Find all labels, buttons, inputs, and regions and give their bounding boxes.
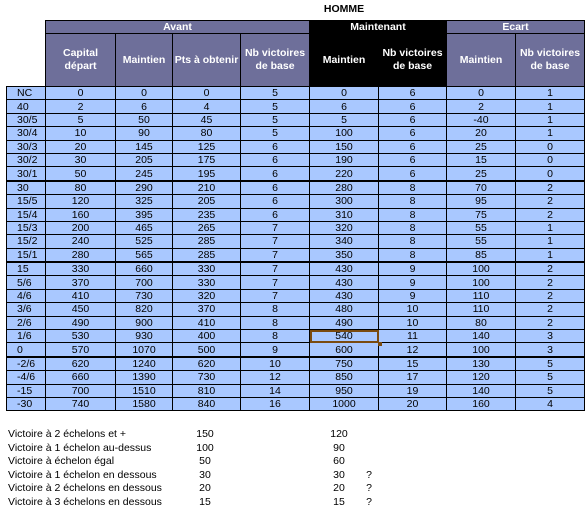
table-cell[interactable]: 220 <box>310 167 379 181</box>
table-cell[interactable]: 8 <box>241 330 310 343</box>
note-avant-cell: 150 <box>196 428 214 440</box>
rank-label-cell[interactable]: -30 <box>7 397 46 410</box>
table-row <box>7 330 585 343</box>
table-cell[interactable]: 50 <box>46 167 116 181</box>
table-cell[interactable]: 9 <box>241 343 310 357</box>
note-row <box>8 469 384 483</box>
table-cell[interactable]: 930 <box>116 330 173 343</box>
table-cell[interactable]: 200 <box>46 221 116 234</box>
table-row <box>7 303 585 316</box>
table-cell[interactable]: 7 <box>241 262 310 276</box>
table-cell[interactable]: 3 <box>516 330 585 343</box>
note-spacer <box>220 469 324 483</box>
rank-label-cell[interactable]: 15/1 <box>7 248 46 262</box>
table-row <box>7 195 585 208</box>
table-row <box>7 221 585 234</box>
table-cell[interactable]: 350 <box>310 248 379 262</box>
rank-label-cell[interactable]: 2/6 <box>7 316 46 329</box>
table-cell[interactable]: 285 <box>173 235 241 248</box>
table-cell[interactable]: 15 <box>447 153 516 166</box>
table-cell[interactable]: 2 <box>516 316 585 329</box>
table-row <box>7 208 585 221</box>
table-cell[interactable]: 4 <box>173 100 241 113</box>
note-avant-cell: 100 <box>196 441 214 454</box>
table-cell[interactable]: 80 <box>46 181 116 195</box>
table-row <box>7 153 585 166</box>
table-row <box>7 167 585 181</box>
rank-label-cell[interactable]: 15/2 <box>7 235 46 248</box>
table-row <box>7 248 585 262</box>
table-row <box>7 87 585 100</box>
table-cell[interactable]: 7 <box>241 221 310 234</box>
note-row <box>8 482 384 496</box>
note-row <box>8 496 384 510</box>
table-cell[interactable]: 0 <box>516 153 585 166</box>
rank-label-cell[interactable]: NC <box>7 87 46 100</box>
rank-label-cell[interactable]: 40 <box>7 100 46 113</box>
rank-label-cell[interactable]: 15/4 <box>7 208 46 221</box>
table-cell[interactable]: 570 <box>46 343 116 357</box>
table-cell[interactable]: 6 <box>379 127 447 140</box>
table-row <box>7 235 585 248</box>
table-cell[interactable]: 320 <box>310 221 379 234</box>
table-cell[interactable]: 14 <box>241 384 310 397</box>
note-row <box>8 428 384 442</box>
table-cell[interactable]: 6 <box>379 100 447 113</box>
table-cell[interactable]: 95 <box>447 195 516 208</box>
table-cell[interactable]: 1240 <box>116 357 173 371</box>
table-cell[interactable]: 620 <box>173 357 241 371</box>
note-maintenant-cell: 60 <box>333 455 345 468</box>
table-cell[interactable]: 55 <box>447 221 516 234</box>
table-cell[interactable]: 110 <box>447 289 516 302</box>
page-title: HOMME <box>323 3 365 15</box>
table-row <box>7 289 585 302</box>
group-header-ecart: Ecart <box>447 21 585 34</box>
table-row <box>7 262 585 276</box>
table-cell[interactable]: 75 <box>447 208 516 221</box>
table-cell[interactable]: 100 <box>310 127 379 140</box>
table-cell[interactable]: 7 <box>241 289 310 302</box>
table-cell[interactable]: 2 <box>516 289 585 302</box>
table-cell[interactable]: 320 <box>173 289 241 302</box>
table-cell[interactable]: 1 <box>516 127 585 140</box>
table-row <box>7 316 585 329</box>
table-cell[interactable]: 280 <box>46 248 116 262</box>
column-header: Nb victoires de base <box>379 34 447 87</box>
table-cell[interactable]: 950 <box>310 384 379 397</box>
rank-label-cell[interactable]: 30 <box>7 181 46 195</box>
table-cell[interactable]: 20 <box>447 127 516 140</box>
table-cell[interactable]: 730 <box>173 371 241 384</box>
note-spacer <box>220 442 324 456</box>
table-cell[interactable]: 1 <box>516 221 585 234</box>
corner-cell <box>7 21 46 34</box>
note-mark-cell: ? <box>366 468 372 481</box>
table-cell[interactable]: 90 <box>116 127 173 140</box>
table-cell[interactable]: 150 <box>310 140 379 153</box>
table-cell[interactable]: 8 <box>379 248 447 262</box>
table-cell[interactable]: 330 <box>173 262 241 276</box>
rank-label-cell[interactable]: 15/5 <box>7 195 46 208</box>
note-row <box>8 455 384 469</box>
table-cell[interactable]: 0 <box>447 87 516 100</box>
table-row <box>7 140 585 153</box>
note-maintenant-cell: 20 <box>333 482 345 495</box>
table-cell[interactable]: 205 <box>173 195 241 208</box>
rank-label-cell[interactable]: 30/1 <box>7 167 46 181</box>
table-cell[interactable]: -40 <box>447 113 516 126</box>
table-cell[interactable]: 9 <box>379 262 447 276</box>
table-cell[interactable]: 325 <box>116 195 173 208</box>
table-cell[interactable]: 130 <box>447 357 516 371</box>
column-header: Nb victoires de base <box>516 34 585 87</box>
selection-fill-handle[interactable] <box>378 342 382 346</box>
note-label-cell: Victoire à 1 échelon en dessous <box>8 468 157 481</box>
table-cell[interactable]: 1000 <box>310 397 379 410</box>
note-label-cell: Victoire à 1 échelon au-dessus <box>8 441 152 454</box>
column-header: Maintien <box>310 34 379 87</box>
note-row <box>8 442 384 456</box>
rank-label-cell[interactable]: -4/6 <box>7 371 46 384</box>
table-cell[interactable]: 810 <box>173 384 241 397</box>
table-cell[interactable]: 1 <box>516 113 585 126</box>
note-maintenant-cell: 120 <box>330 428 348 440</box>
table-cell[interactable]: 620 <box>46 357 116 371</box>
table-cell[interactable]: 3 <box>516 343 585 357</box>
table-cell[interactable]: 195 <box>173 167 241 181</box>
table-cell[interactable]: 6 <box>379 113 447 126</box>
table-cell[interactable]: 25 <box>447 167 516 181</box>
column-header: Nb victoires de base <box>241 34 310 87</box>
table-cell[interactable]: 6 <box>379 153 447 166</box>
table-cell[interactable]: 9 <box>379 289 447 302</box>
table-cell[interactable]: 100 <box>447 262 516 276</box>
note-avant-cell: 20 <box>199 482 211 495</box>
table-cell[interactable]: 1 <box>516 235 585 248</box>
table-cell[interactable]: 330 <box>46 262 116 276</box>
table-cell[interactable]: 5 <box>516 357 585 371</box>
table-cell[interactable]: 430 <box>310 262 379 276</box>
note-avant-cell: 50 <box>199 455 211 468</box>
table-cell[interactable]: 1510 <box>116 384 173 397</box>
note-maintenant-cell: 90 <box>333 441 345 454</box>
table-cell[interactable]: 6 <box>116 100 173 113</box>
corner-cell <box>7 34 46 87</box>
table-cell[interactable]: 400 <box>173 330 241 343</box>
table-cell[interactable]: 8 <box>379 235 447 248</box>
table-cell[interactable]: 660 <box>46 371 116 384</box>
table-cell[interactable]: 5 <box>241 100 310 113</box>
table-cell[interactable]: 145 <box>116 140 173 153</box>
rank-label-cell[interactable]: 30/4 <box>7 127 46 140</box>
table-cell[interactable]: 1 <box>516 248 585 262</box>
table-cell[interactable]: 740 <box>46 397 116 410</box>
table-cell[interactable]: 16 <box>241 397 310 410</box>
table-cell[interactable]: 6 <box>241 153 310 166</box>
table-cell[interactable]: 6 <box>241 208 310 221</box>
table-cell[interactable]: 0 <box>173 87 241 100</box>
table-cell[interactable]: 7 <box>241 248 310 262</box>
rank-label-cell[interactable]: -15 <box>7 384 46 397</box>
note-spacer <box>220 482 324 496</box>
table-cell[interactable]: 8 <box>241 303 310 316</box>
note-spacer <box>220 496 324 510</box>
table-cell[interactable]: 45 <box>173 113 241 126</box>
table-cell[interactable]: 30 <box>46 153 116 166</box>
table-row <box>7 113 585 126</box>
table-cell[interactable]: 6 <box>241 167 310 181</box>
table-cell[interactable]: 17 <box>379 371 447 384</box>
table-cell[interactable]: 2 <box>447 100 516 113</box>
table-cell[interactable]: 205 <box>116 153 173 166</box>
note-mark-cell <box>354 442 384 456</box>
table-cell[interactable]: 6 <box>310 100 379 113</box>
table-cell[interactable]: 540 <box>310 330 379 343</box>
rank-label-cell[interactable]: 15 <box>7 262 46 276</box>
note-avant-cell: 15 <box>199 495 211 508</box>
table-cell[interactable]: 25 <box>447 140 516 153</box>
table-cell[interactable]: 430 <box>310 276 379 289</box>
table-cell[interactable]: 12 <box>241 371 310 384</box>
table-cell[interactable]: 70 <box>447 181 516 195</box>
table-cell[interactable]: 2 <box>516 303 585 316</box>
table-cell[interactable]: 465 <box>116 221 173 234</box>
table-cell[interactable]: 530 <box>46 330 116 343</box>
table-cell[interactable]: 120 <box>447 371 516 384</box>
table-cell[interactable]: 1 <box>516 100 585 113</box>
table-cell[interactable]: 15 <box>379 357 447 371</box>
table-cell[interactable]: 175 <box>173 153 241 166</box>
table-row <box>7 181 585 195</box>
table-cell[interactable]: 6 <box>379 167 447 181</box>
note-avant-cell: 30 <box>199 468 211 481</box>
note-label-cell: Victoire à 2 échelons en dessous <box>8 482 162 495</box>
notes-table <box>8 428 384 510</box>
table-cell[interactable]: 0 <box>310 87 379 100</box>
table-cell[interactable]: 2 <box>516 208 585 221</box>
table-cell[interactable]: 310 <box>310 208 379 221</box>
rank-label-cell[interactable]: 3/6 <box>7 303 46 316</box>
note-mark-cell <box>354 428 384 442</box>
table-row <box>7 127 585 140</box>
table-cell[interactable]: 370 <box>173 303 241 316</box>
table-cell[interactable]: 110 <box>447 303 516 316</box>
table-cell[interactable]: 5 <box>241 87 310 100</box>
table-cell[interactable]: 850 <box>310 371 379 384</box>
table-cell[interactable]: 5 <box>516 371 585 384</box>
group-header-avant: Avant <box>46 21 310 34</box>
table-cell[interactable]: 2 <box>516 181 585 195</box>
table-cell[interactable]: 2 <box>516 276 585 289</box>
table-cell[interactable]: 820 <box>116 303 173 316</box>
table-cell[interactable]: 0 <box>516 167 585 181</box>
table-cell[interactable]: 12 <box>379 343 447 357</box>
table-cell[interactable]: 5 <box>46 113 116 126</box>
column-header: Maintien <box>116 34 173 87</box>
rank-label-cell[interactable]: 15/3 <box>7 221 46 234</box>
table-cell[interactable]: 565 <box>116 248 173 262</box>
table-cell[interactable]: 120 <box>46 195 116 208</box>
table-cell[interactable]: 7 <box>241 276 310 289</box>
table-cell[interactable]: 6 <box>379 87 447 100</box>
table-cell[interactable]: 140 <box>447 384 516 397</box>
table-cell[interactable]: 840 <box>173 397 241 410</box>
table-cell[interactable]: 6 <box>379 140 447 153</box>
table-cell[interactable]: 730 <box>116 289 173 302</box>
table-cell[interactable]: 8 <box>379 181 447 195</box>
table-cell[interactable]: 2 <box>516 195 585 208</box>
table-cell[interactable]: 1 <box>516 87 585 100</box>
table-cell[interactable]: 80 <box>173 127 241 140</box>
table-cell[interactable]: 5 <box>241 113 310 126</box>
note-mark-cell: ? <box>366 482 372 495</box>
table-cell[interactable]: 370 <box>46 276 116 289</box>
table-cell[interactable]: 160 <box>447 397 516 410</box>
table-cell[interactable]: 290 <box>116 181 173 195</box>
table-cell[interactable]: 55 <box>447 235 516 248</box>
note-mark-cell <box>354 455 384 469</box>
note-label-cell: Victoire à 3 échelons en dessous <box>8 495 162 508</box>
table-cell[interactable]: 6 <box>241 140 310 153</box>
table-cell[interactable]: 340 <box>310 235 379 248</box>
note-spacer <box>220 428 324 442</box>
table-cell[interactable]: 8 <box>379 208 447 221</box>
table-cell[interactable]: 2 <box>516 262 585 276</box>
table-cell[interactable]: 280 <box>310 181 379 195</box>
table-row <box>7 357 585 371</box>
table-cell[interactable]: 0 <box>516 140 585 153</box>
column-header: Pts à obtenir <box>173 34 241 87</box>
table-cell[interactable]: 10 <box>46 127 116 140</box>
table-cell[interactable]: 330 <box>173 276 241 289</box>
rank-label-cell[interactable]: 5/6 <box>7 276 46 289</box>
note-maintenant-cell: 30 <box>333 468 345 481</box>
table-cell[interactable]: 235 <box>173 208 241 221</box>
table-cell[interactable]: 190 <box>310 153 379 166</box>
table-cell[interactable]: 480 <box>310 303 379 316</box>
table-cell[interactable]: 6 <box>241 195 310 208</box>
rank-label-cell[interactable]: 0 <box>7 343 46 357</box>
column-header: Maintien <box>447 34 516 87</box>
table-cell[interactable]: 490 <box>310 316 379 329</box>
rank-label-cell[interactable]: 30/5 <box>7 113 46 126</box>
table-cell[interactable]: 5 <box>516 384 585 397</box>
table-cell[interactable]: 245 <box>116 167 173 181</box>
table-cell[interactable]: 525 <box>116 235 173 248</box>
table-cell[interactable]: 450 <box>46 303 116 316</box>
table-cell[interactable]: 6 <box>241 181 310 195</box>
table-row <box>7 371 585 384</box>
table-cell[interactable]: 160 <box>46 208 116 221</box>
table-cell[interactable]: 900 <box>116 316 173 329</box>
table-cell[interactable]: 490 <box>46 316 116 329</box>
table-cell[interactable]: 5 <box>310 113 379 126</box>
table-cell[interactable]: 125 <box>173 140 241 153</box>
table-row <box>7 343 585 357</box>
table-cell[interactable]: 265 <box>173 221 241 234</box>
table-cell[interactable]: 240 <box>46 235 116 248</box>
table-row <box>7 100 585 113</box>
table-cell[interactable]: 410 <box>173 316 241 329</box>
table-cell[interactable]: 11 <box>379 330 447 343</box>
table-cell[interactable]: 85 <box>447 248 516 262</box>
rank-label-cell[interactable]: 1/6 <box>7 330 46 343</box>
table-row <box>7 276 585 289</box>
note-mark-cell: ? <box>366 495 372 508</box>
table-cell[interactable]: 395 <box>116 208 173 221</box>
table-cell[interactable]: 700 <box>116 276 173 289</box>
table-cell[interactable]: 285 <box>173 248 241 262</box>
ranking-table <box>6 20 585 411</box>
table-cell[interactable]: 1070 <box>116 343 173 357</box>
table-cell[interactable]: 80 <box>447 316 516 329</box>
table-cell[interactable]: 8 <box>379 195 447 208</box>
table-cell[interactable]: 50 <box>116 113 173 126</box>
table-cell[interactable]: 410 <box>46 289 116 302</box>
table-cell[interactable]: 0 <box>46 87 116 100</box>
rank-label-cell[interactable]: 30/2 <box>7 153 46 166</box>
table-row <box>7 397 585 410</box>
note-spacer <box>220 455 324 469</box>
table-cell[interactable]: 430 <box>310 289 379 302</box>
table-cell[interactable]: 100 <box>447 343 516 357</box>
table-cell[interactable]: 20 <box>46 140 116 153</box>
note-label-cell: Victoire à échelon égal <box>8 455 115 468</box>
rank-label-cell[interactable]: 4/6 <box>7 289 46 302</box>
rank-label-cell[interactable]: 30/3 <box>7 140 46 153</box>
table-cell[interactable]: 300 <box>310 195 379 208</box>
column-header: Capital départ <box>46 34 116 87</box>
table-cell[interactable]: 19 <box>379 384 447 397</box>
table-cell[interactable]: 1580 <box>116 397 173 410</box>
table-cell[interactable]: 5 <box>241 127 310 140</box>
table-cell[interactable]: 4 <box>516 397 585 410</box>
table-cell[interactable]: 10 <box>379 316 447 329</box>
table-row <box>7 384 585 397</box>
table-cell[interactable]: 750 <box>310 357 379 371</box>
table-cell[interactable]: 700 <box>46 384 116 397</box>
table-cell[interactable]: 1390 <box>116 371 173 384</box>
table-cell[interactable]: 660 <box>116 262 173 276</box>
note-maintenant-cell: 15 <box>333 495 345 508</box>
table-cell[interactable]: 7 <box>241 235 310 248</box>
table-cell[interactable]: 0 <box>116 87 173 100</box>
table-cell[interactable]: 2 <box>46 100 116 113</box>
table-cell[interactable]: 10 <box>241 357 310 371</box>
table-cell[interactable]: 600 <box>310 343 379 357</box>
table-cell[interactable]: 100 <box>447 276 516 289</box>
table-cell[interactable]: 20 <box>379 397 447 410</box>
table-cell[interactable]: 210 <box>173 181 241 195</box>
table-cell[interactable]: 140 <box>447 330 516 343</box>
table-cell[interactable]: 10 <box>379 303 447 316</box>
rank-label-cell[interactable]: -2/6 <box>7 357 46 371</box>
table-cell[interactable]: 500 <box>173 343 241 357</box>
table-cell[interactable]: 8 <box>241 316 310 329</box>
table-cell[interactable]: 8 <box>379 221 447 234</box>
table-cell[interactable]: 9 <box>379 276 447 289</box>
group-header-maintenant: Maintenant <box>310 21 447 34</box>
note-label-cell: Victoire à 2 échelons et + <box>8 428 127 440</box>
